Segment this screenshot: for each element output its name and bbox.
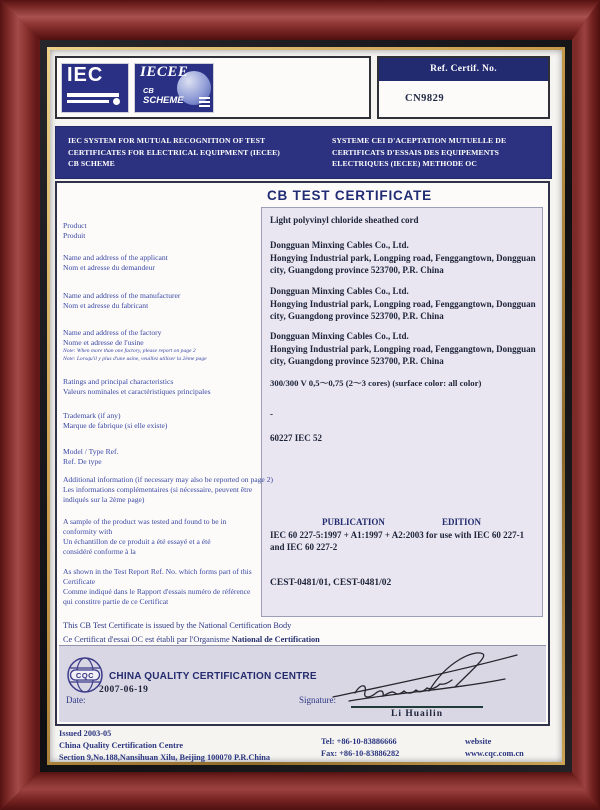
label-model-en: Model / Type Ref. [63, 447, 119, 456]
label-applicant-en: Name and address of the applicant [63, 253, 168, 262]
iecee-logo-text: IECEE [140, 63, 189, 80]
footer-fax: Fax: +86-10-83886282 [321, 749, 400, 758]
edition-header: EDITION [442, 517, 482, 527]
label-trademark-fr: Marque de fabrique (si elle existe) [63, 420, 168, 430]
label-test-report-fr: Comme indiqué dans le Rapport d'essais numéro de référence qui constitre partie de ce Certificat [63, 586, 251, 606]
iecee-cb-text: CB [143, 85, 154, 95]
label-ratings-en: Ratings and principal characteristics [63, 377, 174, 386]
value-trademark: - [270, 409, 273, 419]
value-factory-address: Hongying Industrial park, Longping road, Fenggangtown, Dongguan city, Guangdong province 523700, P.R. China [270, 344, 536, 367]
label-ratings-fr: Valeurs nominales et caractéristiques principales [63, 386, 211, 396]
value-applicant-address: Hongying Industrial park, Longping road, Fenggangtown, Dongguan city, Guangdong province 523700, P.R. China [270, 253, 536, 276]
value-model: 60227 IEC 52 [270, 433, 323, 443]
certification-centre-name: CHINA QUALITY CERTIFICATION CENTRE [109, 671, 317, 682]
label-sample-en: A sample of the product was tested and found to be in conformity with [63, 517, 227, 536]
signatory-name: Li Huailin [391, 709, 443, 719]
label-product-fr: Produit [63, 230, 86, 240]
footer-website-label: website [465, 737, 492, 746]
iec-logo-dot [113, 98, 120, 105]
frame-left-rail [0, 0, 40, 810]
label-manufacturer-en: Name and address of the manufacturer [63, 291, 181, 300]
date-value: 2007-06-19 [99, 685, 149, 695]
handwritten-signature-icon [325, 647, 525, 707]
issued-by-en: This CB Test Certificate is issued by the National Certification Body [63, 621, 292, 630]
frame-top-rail [0, 0, 600, 40]
certificate-body [55, 181, 550, 726]
iec-logo-bar [67, 93, 119, 97]
value-test-reports: CEST-0481/01, CEST-0481/02 [270, 578, 392, 588]
value-ratings: 300/300 V 0,5～0,75 (2～3 cores) (surface color: all color) [270, 378, 482, 388]
iecee-cb-scheme-logo [135, 64, 213, 112]
footer-org: China Quality Certification Centre [59, 741, 184, 750]
label-factory-note-fr: Note: Lorsqu'il y plus d'une usine, veuillez utiliser la 2ème page [63, 356, 207, 363]
label-applicant [63, 253, 263, 273]
footer-website-url: www.cqc.com.cn [465, 749, 524, 758]
issued-by-fr-normal: Ce Certificat d'essai OC est établi par l'Organisme [63, 635, 232, 644]
label-trademark-en: Trademark (if any) [63, 411, 121, 420]
issued-by-fr-bold: National de Certification [231, 635, 320, 644]
value-manufacturer-name: Dongguan Minxing Cables Co., Ltd. [270, 286, 409, 296]
iec-logo [62, 64, 128, 112]
iec-logo-bar [67, 100, 109, 103]
value-factory-name: Dongguan Minxing Cables Co., Ltd. [270, 331, 409, 341]
label-test-report [63, 567, 259, 606]
footer-address: Section 9,No.188,Nansihuan Xilu, Beijing 100070 P.R.China [59, 753, 271, 762]
publication-header: PUBLICATION [322, 517, 385, 527]
label-model-fr: Ref. De type [63, 456, 102, 466]
label-factory [63, 328, 263, 348]
ref-certif-label: Ref. Certif. No. [379, 58, 548, 81]
label-product [63, 221, 263, 241]
label-additional-en: Additional information (if necessary may also be reported on page 2) [63, 475, 274, 484]
value-product: Light polyvinyl chloride sheathed cord [270, 215, 419, 225]
label-trademark [63, 411, 263, 431]
label-product-en: Product [63, 221, 87, 230]
frame-right-rail [572, 0, 600, 810]
signature-rule [351, 706, 483, 708]
iec-logo-text: IEC [67, 63, 104, 86]
footer-issued: Issued 2003-05 [59, 729, 112, 738]
label-additional-info [63, 475, 275, 505]
footer-tel: Tel: +86-10-83886666 [321, 737, 397, 746]
certificate-title: CB TEST CERTIFICATE [267, 188, 432, 203]
label-factory-en: Name and address of the factory [63, 328, 162, 337]
signature-band [59, 645, 546, 722]
certificate-page [55, 55, 552, 788]
label-manufacturer-fr: Nom et adresse du fabricant [63, 300, 149, 310]
scheme-text-fr: SYSTEME CEI D'ACEPTATION MUTUELLE DE CERTIFICATS D'ESSAIS DES EQUIPEMENTS ELECTRIQUES (IECEE) METHODE OC [332, 136, 507, 169]
svg-text:CQC: CQC [75, 670, 95, 680]
label-model [63, 447, 263, 467]
iecee-scheme-text: SCHEME [143, 94, 184, 106]
label-additional-fr: Les informations complémentaires (si nécessaire, peuvent être indiqués sur la 2ème page) [63, 484, 253, 504]
label-factory-note [63, 347, 277, 363]
label-applicant-fr: Nom et adresse du demandeur [63, 262, 155, 272]
scheme-band [55, 126, 552, 179]
value-manufacturer-address: Hongying Industrial park, Longping road, Fenggangtown, Dongguan city, Guangdong province 523700, P.R. China [270, 299, 536, 322]
logo-row [55, 56, 371, 119]
ref-certif-number: CN9829 [405, 93, 445, 104]
label-manufacturer [63, 291, 263, 311]
ref-certif-box [377, 56, 550, 119]
values-panel [261, 207, 543, 617]
label-factory-note-en: Note: When more than one factory, please report on page 2 [63, 348, 196, 354]
label-ratings [63, 377, 263, 397]
iecee-logo-bars [199, 97, 210, 107]
label-sample [63, 517, 239, 556]
issued-by-fr [63, 635, 320, 644]
label-test-report-en: As shown in the Test Report Ref. No. which forms part of this Certificate [63, 567, 252, 586]
value-applicant-name: Dongguan Minxing Cables Co., Ltd. [270, 240, 409, 250]
label-factory-fr: Nome et adresse de l'usine [63, 337, 144, 347]
signature-label: Signature: [299, 695, 336, 705]
date-label: Date: [66, 695, 86, 705]
value-standard: IEC 60 227-5:1997 + A1:1997 + A2:2003 for use with IEC 60 227-1 and IEC 60 227-2 [270, 530, 525, 553]
label-sample-fr: Un échantillon de ce produit a été essayé et a été considéré conforme à la [63, 536, 211, 556]
scheme-text-en: IEC SYSTEM FOR MUTUAL RECOGNITION OF TEST CERTIFICATES FOR ELECTRICAL EQUIPMENT (IECEE) CB SCHEME [68, 136, 280, 169]
